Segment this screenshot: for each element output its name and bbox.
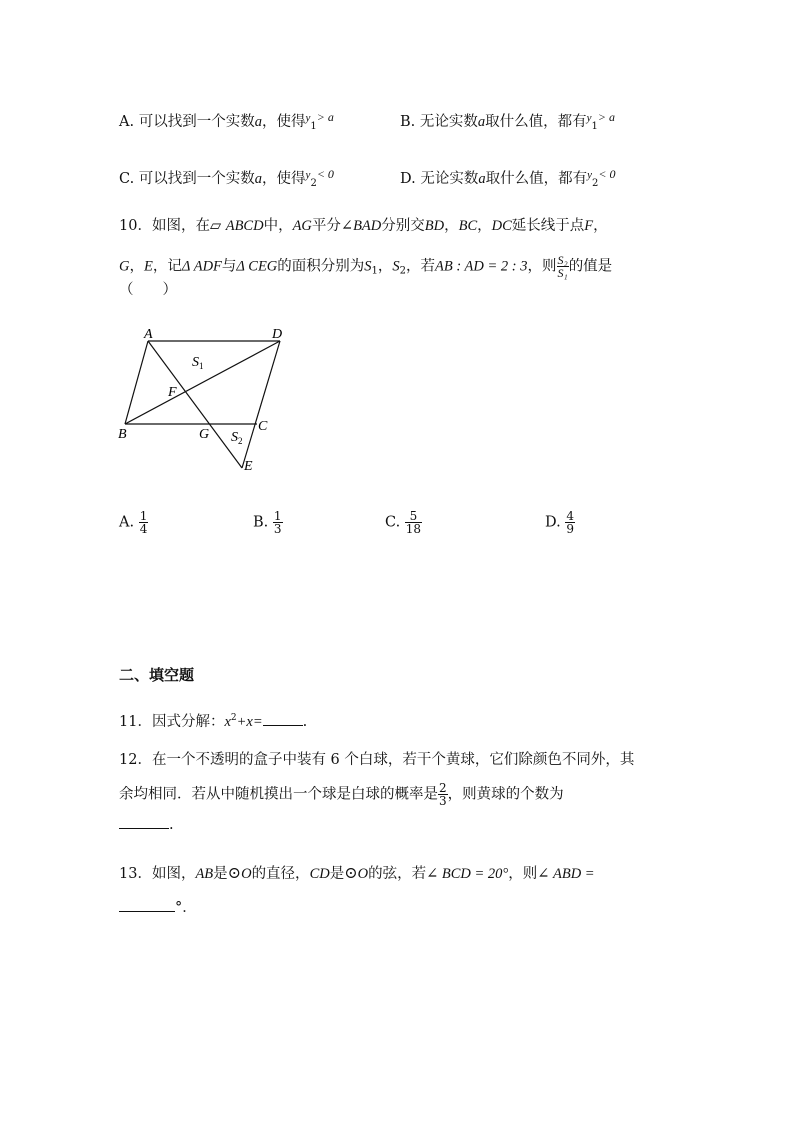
label-d: D	[272, 327, 283, 342]
var-a: a	[254, 114, 262, 130]
ratio: AB : AD = 2 : 3	[435, 258, 528, 275]
option-text: 无论实数	[419, 114, 478, 130]
section-title: 二、填空题	[119, 666, 195, 684]
text: ，记	[152, 258, 182, 275]
answer-blank[interactable]	[119, 816, 169, 829]
relation: > a	[597, 110, 615, 124]
var-y-sub: 1	[310, 121, 317, 132]
frac-num: 1	[139, 509, 148, 523]
label-e: E	[244, 459, 253, 474]
option-letter: C.	[385, 514, 401, 531]
text: 10．如图，在	[119, 218, 210, 234]
var-s2-sub: 2	[399, 265, 407, 277]
s1-main: S	[192, 355, 199, 370]
text: ，则	[527, 258, 557, 275]
var-y-sub: 2	[310, 178, 317, 189]
q9-option-b	[400, 110, 615, 132]
frac-den: 3	[439, 794, 447, 808]
option-letter: B.	[400, 114, 416, 130]
text: 平分	[311, 218, 341, 234]
var-f: F	[584, 218, 594, 234]
q12-line-3	[119, 816, 174, 833]
option-mid: 取什么值，都有	[485, 171, 588, 187]
segment-de	[242, 341, 280, 468]
text: 的面积分别为	[277, 258, 365, 275]
text: 与	[221, 258, 237, 275]
var-s1-sub: 1	[371, 265, 378, 277]
text: ，	[444, 218, 459, 234]
q10-line-3	[119, 278, 177, 299]
text: ，	[593, 218, 608, 234]
option-mid: ，使得	[262, 171, 306, 187]
angle-abd: ∠ ABD =	[537, 866, 595, 882]
text: 的值是	[568, 258, 613, 275]
exponent: 2	[230, 713, 237, 724]
var-x: x	[224, 714, 231, 730]
s2-sub: 2	[238, 436, 243, 446]
label-s1	[192, 355, 204, 371]
var-ag: AG	[292, 218, 312, 234]
text: 13．如图，	[119, 866, 196, 882]
var-ab: AB	[195, 866, 214, 882]
text: ，则	[508, 866, 538, 882]
q10-option-c	[385, 510, 422, 535]
option-mid: ，使得	[261, 114, 306, 130]
q10-option-d	[545, 510, 575, 535]
text: ，则黄球的个数为	[447, 786, 564, 803]
option-text: 无论实数	[420, 171, 479, 187]
var-a: a	[477, 114, 486, 130]
segment-ab	[125, 341, 148, 424]
var-y-sub: 2	[591, 178, 599, 189]
relation: < 0	[598, 167, 616, 181]
var-bc: BC	[458, 218, 478, 234]
var-y-sub: 1	[591, 121, 598, 132]
var-s2: S	[392, 258, 400, 275]
var-s1: S	[364, 258, 372, 275]
label-f: F	[168, 385, 177, 400]
q10-line-2	[119, 254, 612, 279]
fraction	[438, 782, 448, 807]
frac-den: S₁	[557, 266, 568, 280]
var-o: O	[357, 866, 369, 882]
frac-den: 9	[566, 522, 574, 536]
label-s2	[231, 430, 243, 446]
parallelogram-figure	[110, 320, 310, 480]
circle-symbol: ⊙	[344, 863, 358, 882]
fraction	[139, 510, 149, 535]
text: 余均相同．若从中随机摸出一个球是白球的概率是	[119, 786, 438, 803]
var-g: G	[119, 258, 130, 275]
answer-blank[interactable]	[119, 899, 175, 912]
var-a: a	[478, 171, 486, 187]
fraction	[273, 510, 283, 535]
text: 是	[213, 866, 228, 882]
text: ，	[477, 218, 492, 234]
text: 的直径，	[251, 866, 310, 882]
frac-den: 4	[139, 522, 148, 536]
q13-line-1	[119, 862, 595, 883]
q10-option-a	[119, 510, 148, 535]
q12-line-2	[119, 782, 564, 807]
parallelogram-symbol: ▱	[209, 218, 222, 234]
text: ，若	[406, 258, 436, 275]
q9-option-a	[119, 110, 334, 132]
text: 11．因式分解：	[119, 714, 225, 730]
option-letter: A.	[119, 514, 135, 531]
frac-den: 3	[273, 522, 282, 536]
frac-num: 2	[439, 781, 447, 795]
circle-symbol: ⊙	[227, 863, 242, 882]
text: 延长线于点	[511, 218, 585, 234]
fraction-s2-s1	[557, 254, 569, 279]
text: 是	[329, 866, 345, 882]
q11	[119, 710, 307, 731]
option-letter: D.	[545, 514, 561, 531]
text: 的弦，若	[368, 866, 427, 882]
frac-num: 4	[566, 509, 574, 523]
q9-option-c	[119, 167, 334, 189]
option-text: 可以找到一个实数	[138, 114, 255, 130]
var-cd: CD	[309, 866, 330, 882]
label-b: B	[118, 427, 127, 442]
var-dc: DC	[491, 218, 512, 234]
label-a: A	[144, 327, 153, 342]
var-bd: BD	[424, 218, 445, 234]
relation: < 0	[316, 167, 334, 181]
text: 分别交	[381, 218, 425, 234]
triangle-ceg: Δ CEG	[236, 258, 278, 275]
expr: +x=	[236, 714, 263, 730]
option-letter: A.	[119, 114, 135, 130]
var-y: y	[305, 169, 311, 181]
label-c: C	[258, 419, 268, 434]
frac-den: 18	[405, 522, 422, 536]
fraction	[405, 510, 422, 535]
var-y: y	[587, 169, 592, 181]
label-g: G	[199, 427, 210, 442]
text: ，	[377, 258, 393, 275]
frac-num: S₂	[557, 253, 568, 267]
relation: > a	[316, 110, 334, 124]
option-mid: 取什么值，都有	[485, 114, 587, 130]
segment-bd	[125, 341, 280, 424]
text: 中，	[263, 218, 293, 234]
text: .	[302, 714, 308, 730]
var-y: y	[586, 112, 592, 124]
triangle-adf: Δ ADF	[181, 258, 222, 275]
angle-bad: ∠BAD	[340, 218, 382, 234]
s1-sub: 1	[199, 361, 204, 371]
option-letter: C.	[119, 171, 135, 187]
q12-line-1: 12．在一个不透明的盒子中装有 6 个白球，若干个黄球，它们除颜色不同外，其	[119, 752, 635, 768]
option-text: 可以找到一个实数	[138, 171, 255, 187]
answer-paren: （ ）	[119, 282, 177, 298]
fraction	[565, 510, 575, 535]
var-e: E	[143, 258, 153, 275]
s2-main: S	[231, 430, 238, 445]
var-abcd: ABCD	[225, 218, 264, 234]
option-letter: B.	[253, 514, 269, 531]
frac-num: 5	[405, 510, 422, 523]
frac-num: 1	[273, 509, 282, 523]
q10-option-b	[253, 510, 283, 535]
text: °．	[175, 900, 197, 916]
answer-blank[interactable]	[263, 713, 303, 726]
q9-option-d	[400, 167, 615, 189]
q13-line-2	[119, 896, 197, 917]
angle-bcd: ∠ BCD = 20°	[426, 866, 509, 882]
text: ，	[129, 258, 144, 275]
var-y: y	[305, 112, 311, 124]
q10-line-1	[119, 214, 608, 235]
text: .	[169, 817, 174, 833]
var-o: O	[241, 866, 252, 882]
option-letter: D.	[400, 171, 416, 187]
var-a: a	[254, 171, 263, 187]
